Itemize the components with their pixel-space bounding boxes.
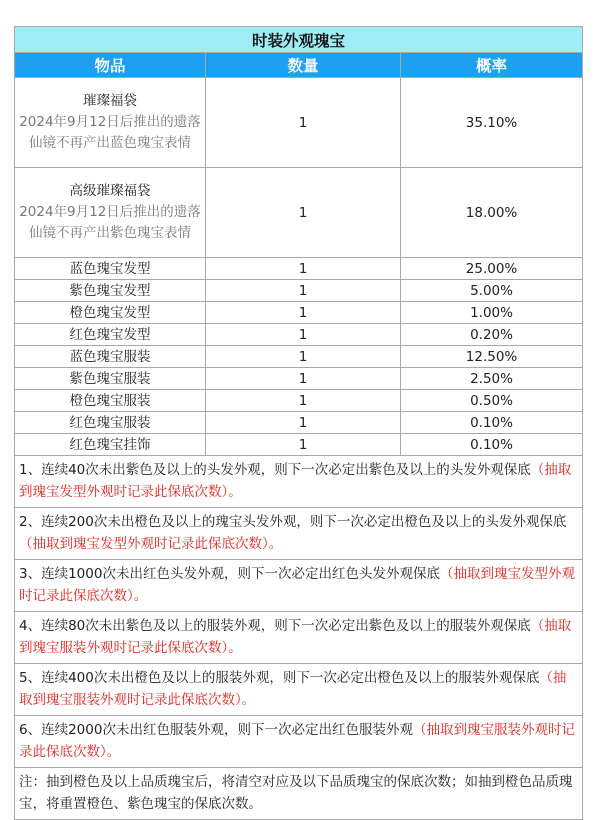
- probability-cell: 0.20%: [401, 324, 583, 346]
- pity-rule-3: [15, 560, 583, 612]
- table-row: [15, 258, 583, 280]
- rule-text: 5、连续400次未出橙色及以上的服装外观，则下一次必定出橙色及以上的服装外观保底: [19, 670, 540, 686]
- item-cell: [15, 78, 206, 168]
- pity-rule-5: [15, 664, 583, 716]
- probability-cell: 18.00%: [401, 168, 583, 258]
- quantity-cell: 1: [206, 324, 401, 346]
- table-title: 时装外观瑰宝: [15, 27, 583, 53]
- rule-remark: （抽取到瑰宝发型外观时记录此保底次数）。: [19, 462, 572, 500]
- quantity-cell: 1: [206, 168, 401, 258]
- probability-cell: 2.50%: [401, 368, 583, 390]
- pity-rule-4: [15, 612, 583, 664]
- item-name: 紫色瑰宝发型: [15, 280, 206, 302]
- rule-remark: （抽取到瑰宝发型外观时记录此保底次数）。: [19, 566, 575, 604]
- item-note: 2024年9月12日后推出的遗落仙镜不再产出紫色瑰宝表情: [19, 204, 201, 241]
- table-row: [15, 324, 583, 346]
- rule-text: 2、连续200次未出橙色及以上的瑰宝头发外观，则下一次必定出橙色及以上的头发外观保底: [19, 514, 567, 530]
- quantity-cell: 1: [206, 390, 401, 412]
- table-row: [15, 168, 583, 258]
- quantity-cell: 1: [206, 302, 401, 324]
- table-row: [15, 368, 583, 390]
- table-row: [15, 78, 583, 168]
- item-name: 高级璀璨福袋: [69, 183, 151, 199]
- header-quantity: 数量: [206, 53, 401, 78]
- pity-rule-2: [15, 508, 583, 560]
- quantity-cell: 1: [206, 434, 401, 456]
- table-row: [15, 280, 583, 302]
- rule-remark: （抽取到瑰宝服装外观时记录此保底次数）。: [19, 618, 572, 656]
- note-row: [15, 664, 583, 716]
- item-name: 蓝色瑰宝发型: [15, 258, 206, 280]
- probability-cell: 1.00%: [401, 302, 583, 324]
- probability-cell: 12.50%: [401, 346, 583, 368]
- rule-text: 4、连续80次未出紫色及以上的服装外观，则下一次必定出紫色及以上的服装外观保底: [19, 618, 531, 634]
- item-note: 2024年9月12日后推出的遗落仙镜不再产出蓝色瑰宝表情: [19, 114, 201, 151]
- probability-table-wrapper: [14, 26, 582, 820]
- quantity-cell: 1: [206, 368, 401, 390]
- rule-text: 1、连续40次未出紫色及以上的头发外观，则下一次必定出紫色及以上的头发外观保底: [19, 462, 531, 478]
- probability-cell: 35.10%: [401, 78, 583, 168]
- footnote: 注：抽到橙色及以上品质瑰宝后，将清空对应及以下品质瑰宝的保底次数；如抽到橙色品质瑰宝，将重置橙色、紫色瑰宝的保底次数。: [15, 768, 583, 820]
- quantity-cell: 1: [206, 78, 401, 168]
- quantity-cell: 1: [206, 258, 401, 280]
- rule-remark: （抽取到瑰宝发型外观时记录此保底次数）。: [19, 536, 283, 552]
- header-row: [15, 53, 583, 78]
- probability-cell: 25.00%: [401, 258, 583, 280]
- quantity-cell: 1: [206, 412, 401, 434]
- item-name: 红色瑰宝发型: [15, 324, 206, 346]
- rule-text: 6、连续2000次未出红色服装外观，则下一次必定出红色服装外观: [19, 722, 413, 738]
- item-name: 橙色瑰宝服装: [15, 390, 206, 412]
- item-name: 橙色瑰宝发型: [15, 302, 206, 324]
- note-row: [15, 612, 583, 664]
- probability-cell: 0.10%: [401, 412, 583, 434]
- table-row: [15, 412, 583, 434]
- table-row: [15, 434, 583, 456]
- note-row: [15, 456, 583, 508]
- pity-rule-1: [15, 456, 583, 508]
- rule-text: 3、连续1000次未出红色头发外观，则下一次必定出红色头发外观保底: [19, 566, 440, 582]
- table-row: [15, 302, 583, 324]
- probability-table: [14, 26, 583, 820]
- footnote-row: [15, 768, 583, 820]
- note-row: [15, 508, 583, 560]
- header-item: 物品: [15, 53, 206, 78]
- item-name: 蓝色瑰宝服装: [15, 346, 206, 368]
- quantity-cell: 1: [206, 280, 401, 302]
- rule-remark: （抽取到瑰宝服装外观时记录此保底次数）。: [19, 670, 567, 708]
- table-row: [15, 390, 583, 412]
- pity-rule-6: [15, 716, 583, 768]
- quantity-cell: 1: [206, 346, 401, 368]
- probability-cell: 0.50%: [401, 390, 583, 412]
- probability-cell: 5.00%: [401, 280, 583, 302]
- probability-cell: 0.10%: [401, 434, 583, 456]
- rule-remark: （抽取到瑰宝服装外观时记录此保底次数）。: [19, 722, 575, 760]
- title-row: [15, 27, 583, 53]
- item-name: 红色瑰宝挂饰: [15, 434, 206, 456]
- note-row: [15, 716, 583, 768]
- item-name: 红色瑰宝服装: [15, 412, 206, 434]
- note-row: [15, 560, 583, 612]
- item-cell: [15, 168, 206, 258]
- item-name: 璀璨福袋: [83, 93, 137, 109]
- item-name: 紫色瑰宝服装: [15, 368, 206, 390]
- table-row: [15, 346, 583, 368]
- header-probability: 概率: [401, 53, 583, 78]
